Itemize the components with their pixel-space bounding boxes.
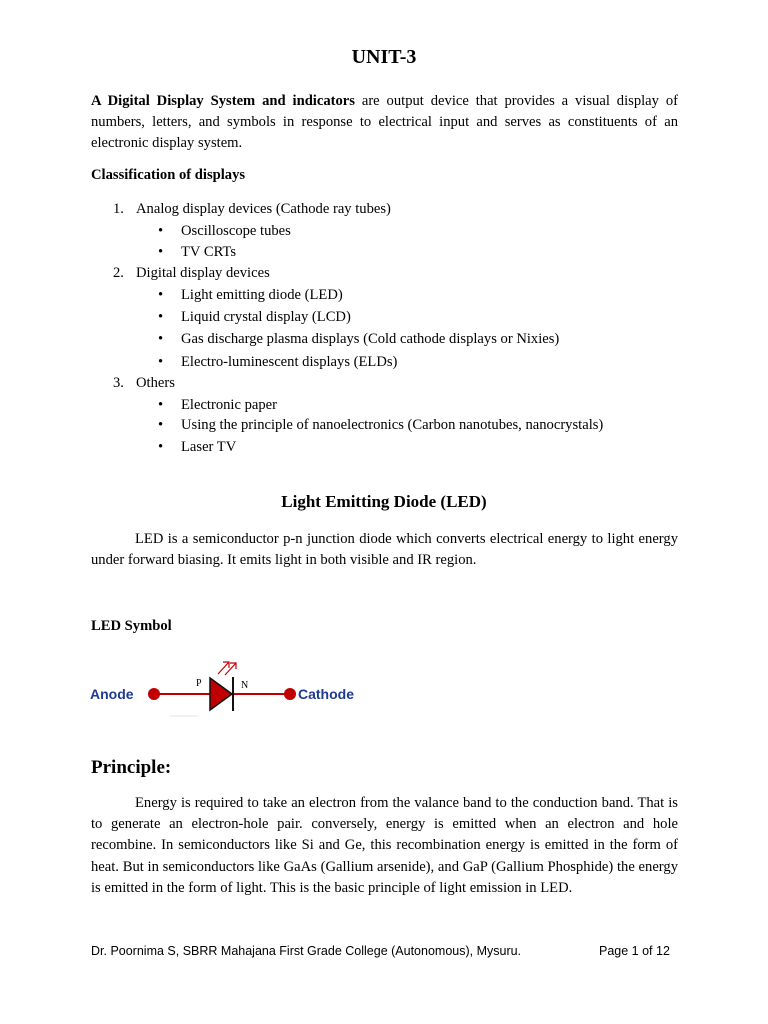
list-number: 1. [113,201,124,217]
intro-paragraph [91,91,678,155]
list-subitem: TV CRTs [181,244,237,260]
anode-terminal [148,688,160,700]
led-symbol-heading: LED Symbol [91,618,172,634]
page-title: UNIT-3 [351,46,417,68]
anode-label: Anode [90,686,134,702]
bullet-icon: • [158,354,164,370]
list-subitem: Light emitting diode (LED) [181,287,343,303]
bullet-icon: • [158,287,164,303]
cathode-label: Cathode [298,686,354,702]
principle-paragraph: Energy is required to take an electron from the valance band to the conduction band. That is to generate an electron-hole pair. conversely, energy is emitted when an electron and hole recombine. In semiconductors like Si and Ge, this recombination energy is emitted in the form of heat. But in semiconductors like GaAs (Gallium arsenide), and GaP (Gallium Phosphide) the energy is emitted in the form of light. This is the basic principle of light emission in LED. [91,795,678,896]
list-subitem: Electronic paper [181,397,278,413]
bullet-icon: • [158,309,164,325]
list-item: Analog display devices (Cathode ray tubes) [136,201,391,217]
led-section-title: Light Emitting Diode (LED) [281,492,487,511]
diode-triangle [210,678,232,710]
list-item: Digital display devices [136,265,270,281]
list-subitem: Oscilloscope tubes [181,223,291,239]
list-item: Others [136,375,175,391]
p-label: P [196,678,202,689]
list-subitem: Electro-luminescent displays (ELDs) [181,354,398,370]
list-subitem: Using the principle of nanoelectronics (Carbon nanotubes, nanocrystals) [181,417,604,433]
bullet-icon: • [158,331,164,347]
principle-heading: Principle: [91,757,172,778]
led-paragraph: LED is a semiconductor p-n junction diode which converts electrical energy to light energy under forward biasing. It emits light in both visible and IR region. [91,531,678,569]
bullet-icon: • [158,244,164,260]
list-number: 3. [113,375,124,391]
page-number: Page 1 of 12 [599,944,670,958]
list-number: 2. [113,265,124,281]
bullet-icon: • [158,439,164,455]
cathode-terminal [284,688,296,700]
list-subitem: Laser TV [181,439,237,455]
bullet-icon: • [158,223,164,239]
intro-lead: A Digital Display System and indicators [91,93,355,109]
bullet-icon: • [158,397,164,413]
intro-text: are output device that provides a visual display of numbers, letters, and symbols in response to electrical input and serves as constituents of an electronic display system. [91,93,678,152]
led-symbol-diagram [86,646,366,746]
bullet-icon: • [158,417,164,433]
list-subitem: Liquid crystal display (LCD) [181,309,351,325]
classification-heading: Classification of displays [91,167,246,183]
list-subitem: Gas discharge plasma displays (Cold cathode displays or Nixies) [181,331,560,347]
footer-text: Dr. Poornima S, SBRR Mahajana First Grade College (Autonomous), Mysuru. [91,944,522,958]
n-label: N [241,680,249,691]
